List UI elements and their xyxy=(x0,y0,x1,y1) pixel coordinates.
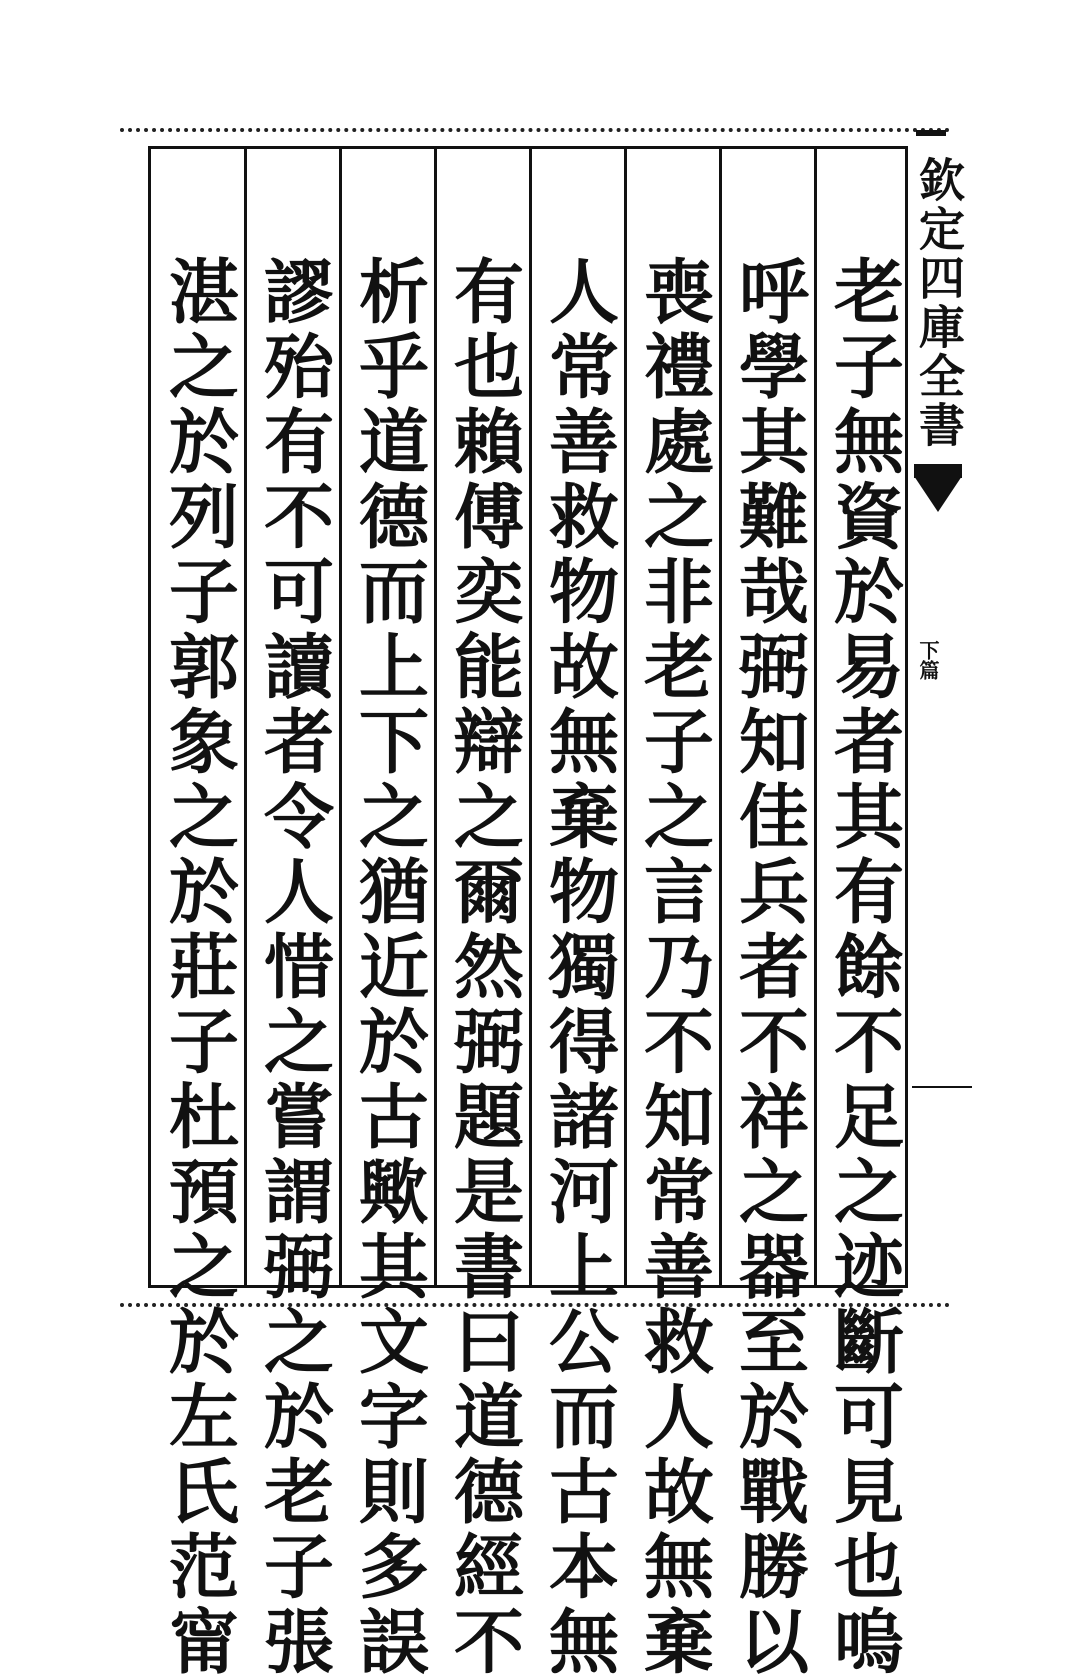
text-column-2 xyxy=(721,149,816,1680)
column-text: 謬殆有不可讀者令人惜之嘗謂弼之於老子張 xyxy=(252,255,336,1680)
text-frame xyxy=(148,146,908,1680)
top-dotted-rule xyxy=(120,128,950,132)
column-text: 喪禮處之非老子之言乃不知常善救人故無棄 xyxy=(632,255,716,1680)
text-column-1 xyxy=(816,149,911,1680)
text-column-4 xyxy=(531,149,626,1680)
text-column-7 xyxy=(246,149,341,1680)
text-column-3 xyxy=(626,149,721,1680)
text-column-8 xyxy=(151,149,246,1680)
text-column-5 xyxy=(436,149,531,1680)
margin-tick xyxy=(916,130,946,136)
column-text: 析乎道德而上下之猶近於古歟其文字則多誤 xyxy=(347,255,431,1680)
column-text: 湛之於列子郭象之於莊子杜預之於左氏范甯 xyxy=(157,255,241,1680)
column-text: 有也賴傅奕能辯之爾然弼題是書曰道德經不 xyxy=(442,255,526,1680)
margin-rule xyxy=(912,1086,972,1088)
fishtail-mark-icon xyxy=(914,476,962,512)
chapter-label: 下篇 xyxy=(916,640,940,680)
column-text: 呼學其難哉弼知佳兵者不祥之器至於戰勝以 xyxy=(727,255,811,1680)
book-title: 欽定四庫全書 xyxy=(912,156,966,450)
column-text: 老子無資於易者其有餘不足之迹斷可見也嗚 xyxy=(822,255,906,1680)
column-text: 人常善救物故無棄物獨得諸河上公而古本無 xyxy=(537,255,621,1680)
text-column-6 xyxy=(341,149,436,1680)
bottom-dotted-rule xyxy=(120,1303,950,1307)
page-margin-strip xyxy=(908,146,968,1288)
